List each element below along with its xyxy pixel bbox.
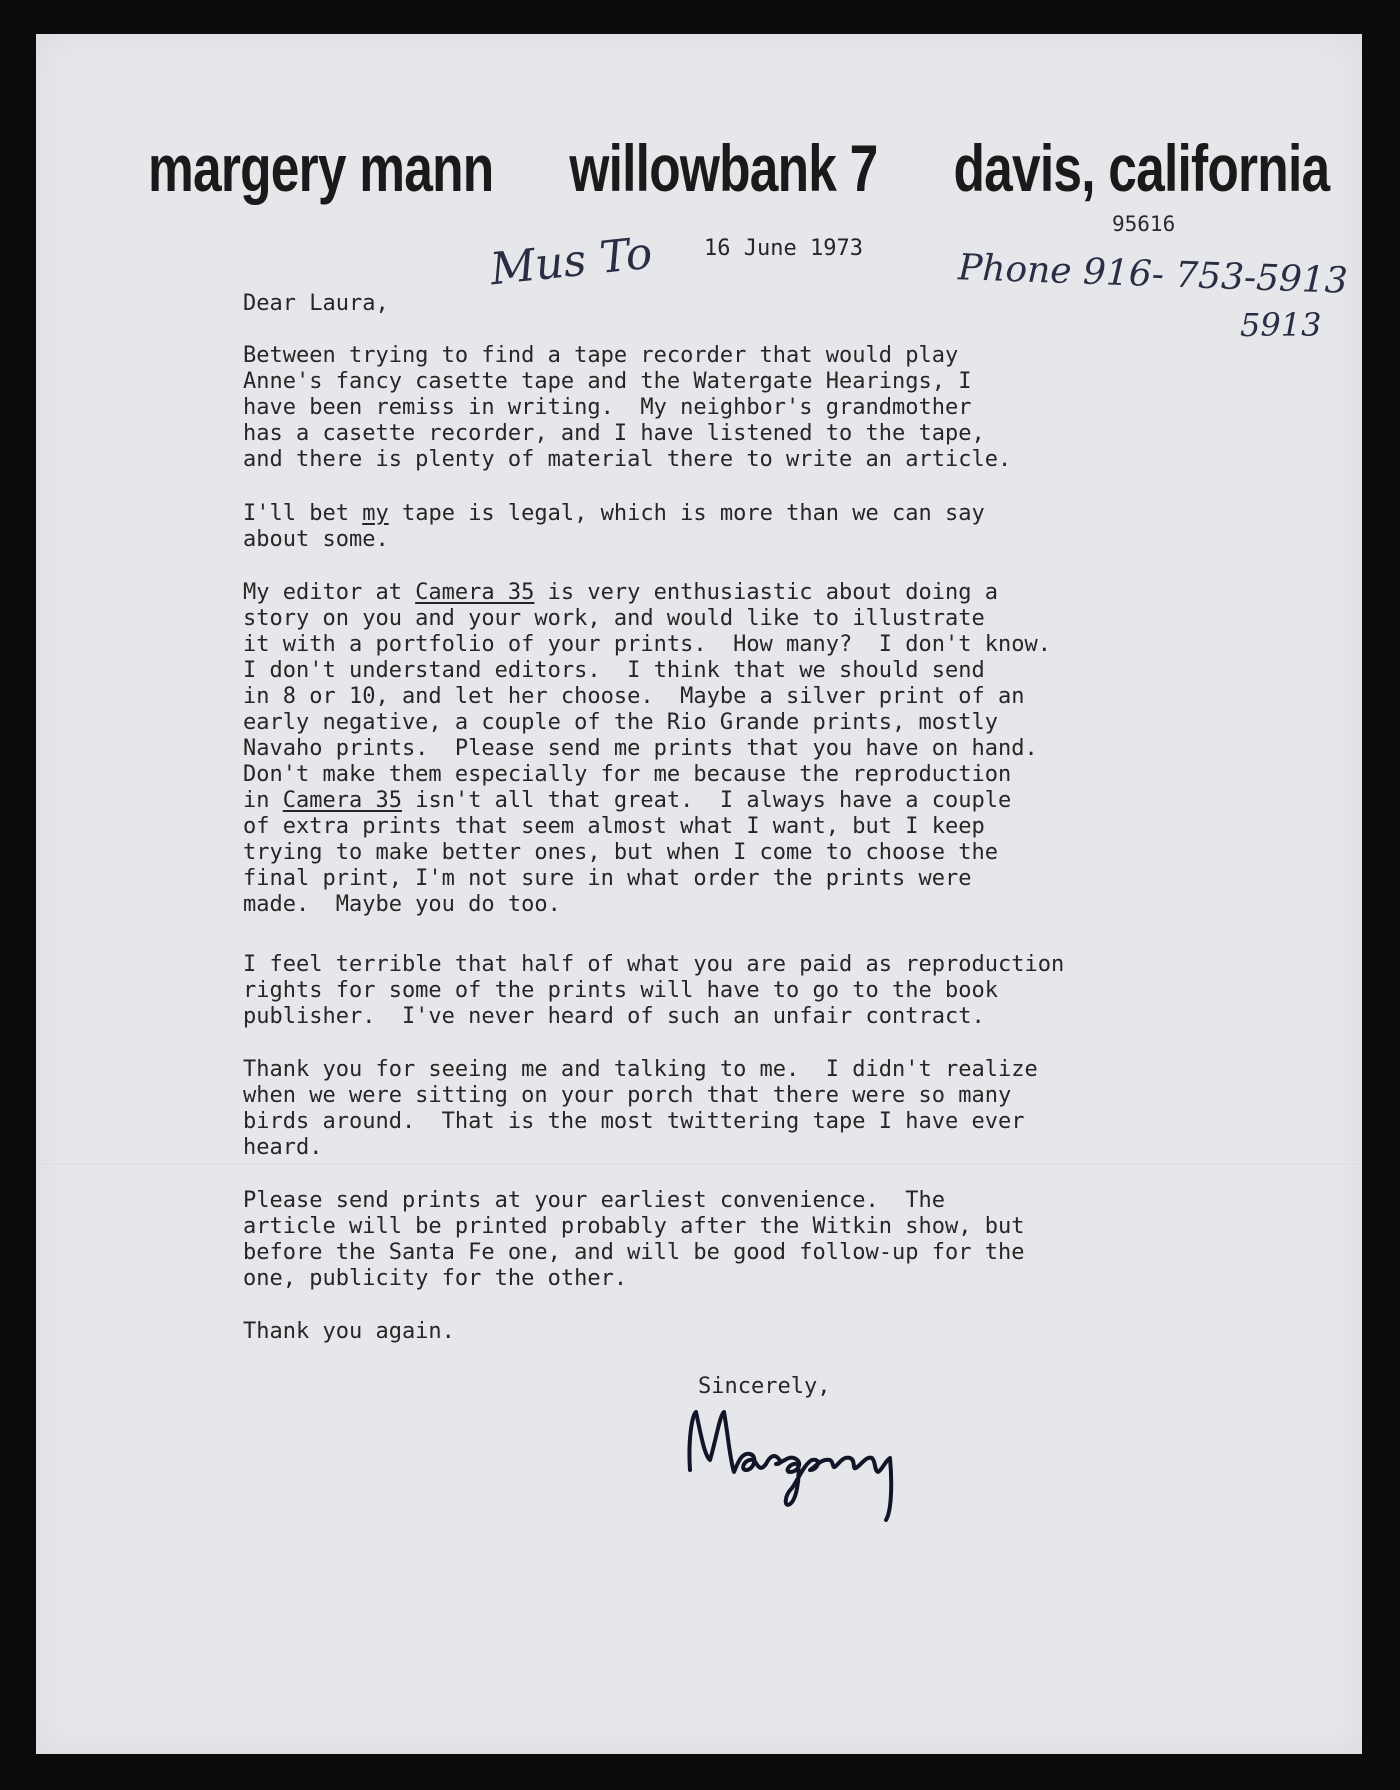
letter-date: 16 June 1973 bbox=[704, 236, 863, 261]
handwritten-phone: Phone 916- 753-5913 bbox=[957, 247, 1349, 302]
letterhead-name: margery mann bbox=[148, 131, 494, 205]
paragraph-5: Thank you for seeing me and talking to me. I didn't realize when we were sitting on your porch that there were so many birds around. That is the most twittering tape I have ever heard. bbox=[243, 1057, 1038, 1160]
letterhead bbox=[148, 130, 1330, 206]
paragraph-3-text-a: My editor at bbox=[243, 580, 416, 605]
paragraph-2-text-end: tape is legal, which is more than we can say about some. bbox=[243, 501, 985, 552]
handwritten-note: Mus To bbox=[487, 227, 655, 296]
letterhead-city: davis, california bbox=[953, 131, 1330, 205]
emphasis-my: my bbox=[362, 501, 389, 526]
handwritten-phone-correction: 5913 bbox=[1240, 306, 1322, 344]
publication-title: Camera 35 bbox=[415, 580, 535, 605]
fold-line bbox=[36, 1164, 1362, 1166]
paragraph-3 bbox=[243, 580, 1051, 918]
signature bbox=[680, 1400, 940, 1530]
closing: Sincerely, bbox=[698, 1374, 831, 1399]
letterhead-zip: 95616 bbox=[1112, 212, 1176, 236]
publication-title: Camera 35 bbox=[282, 788, 402, 813]
salutation: Dear Laura, bbox=[243, 291, 389, 316]
paragraph-3-text-c: isn't all that great. I always have a couple of extra prints that seem almost what I want, but I keep trying to make better ones, but when I come to choose the final print, I'm not sure in what order the prints were made. Maybe you do too. bbox=[243, 788, 1012, 917]
paragraph-7: Thank you again. bbox=[243, 1319, 455, 1344]
paragraph-2 bbox=[243, 501, 985, 553]
paragraph-3-text-b: is very enthusiastic about doing a story on you and your work, and would like to illustrate it with a portfolio of your prints. How many? I don't know. I don't understand editors. I think that we should send in 8 or 10, and let her choose. Maybe a silver print of an early negative, a couple of the Rio Grande prints, mostly Navaho prints. Please send me prints that you have on hand. Don't make them especially for me because the reproduction in bbox=[243, 580, 1051, 813]
paragraph-1: Between trying to find a tape recorder that would play Anne's fancy casette tape and the Watergate Hearings, I have been remiss in writing. My neighbor's grandmother has a casette recorder, and I have listened to the tape, and there is plenty of material there to write an article. bbox=[243, 343, 1012, 472]
letterhead-address: willowbank 7 bbox=[569, 131, 878, 205]
paragraph-2-text: I'll bet bbox=[243, 501, 363, 526]
paragraph-4: I feel terrible that half of what you are paid as reproduction rights for some of the prints will have to go to the book publisher. I've never heard of such an unfair contract. bbox=[243, 952, 1065, 1029]
paragraph-6: Please send prints at your earliest convenience. The article will be printed probably after the Witkin show, but before the Santa Fe one, and will be good follow-up for the one, publicity for the other. bbox=[243, 1188, 1025, 1291]
